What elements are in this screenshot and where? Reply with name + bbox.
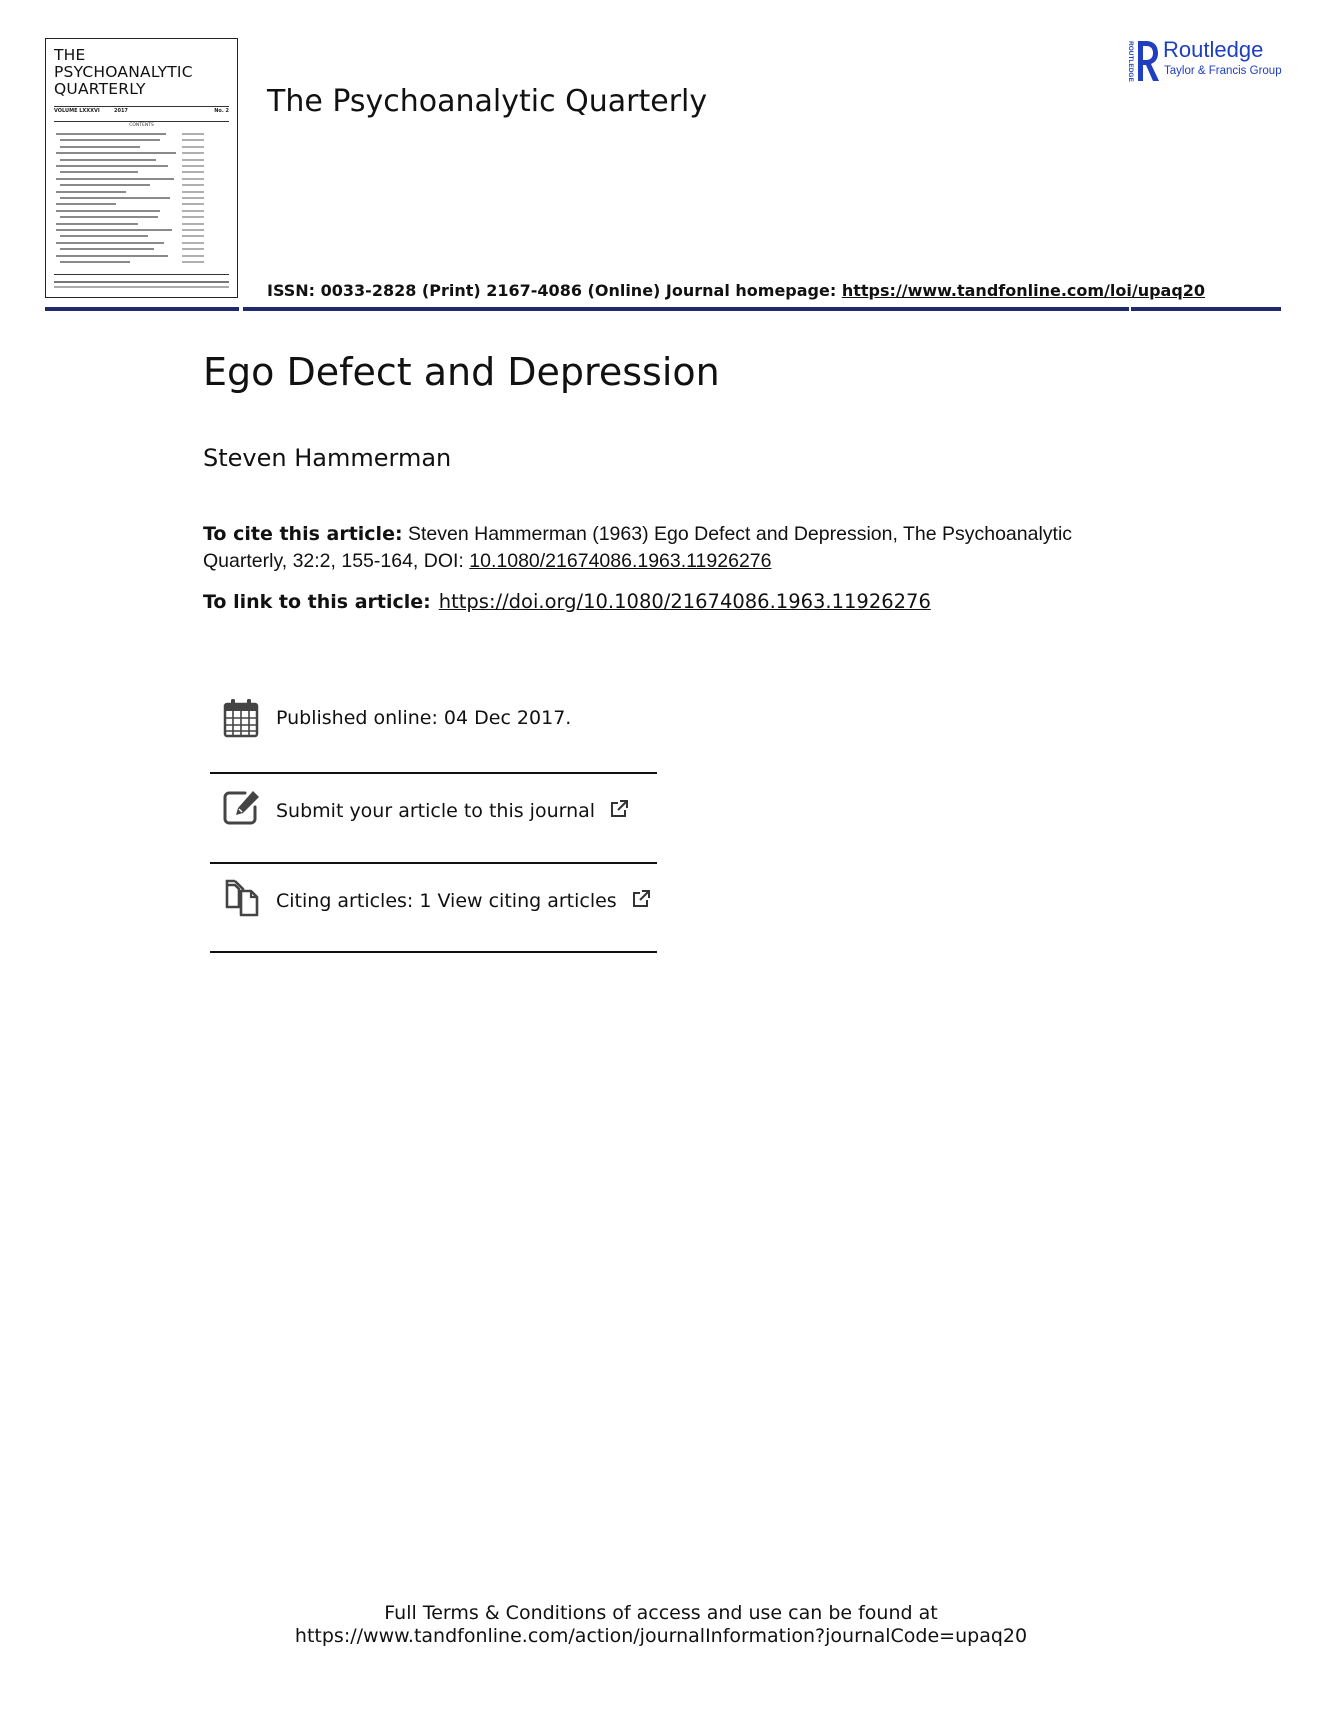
submit-article-row[interactable] [210,788,657,832]
cover-text-line [60,171,138,173]
cover-text-line [182,152,204,154]
article-author: Steven Hammerman [203,444,452,472]
calendar-icon [223,698,259,738]
publisher-group: Taylor & Francis Group [1164,65,1282,77]
cover-text-line [60,184,150,186]
journal-cover-image [45,38,238,298]
cover-year: 2017 [114,108,128,114]
doi-link[interactable]: 10.1080/21674086.1963.11926276 [469,550,772,572]
cover-text-line [56,203,116,205]
cite-text: Steven Hammerman (1963) Ego Defect and Depression, The Psychoanalytic Quarterly, 32:2, 155-164, DOI: [203,523,1073,572]
header-rule [45,307,239,311]
cite-label: To cite this article: [203,523,403,545]
divider [210,772,657,774]
publisher-name: Routledge [1163,37,1264,62]
divider [210,862,657,864]
cover-title-line: THE [54,46,86,64]
cover-text-line [60,235,148,237]
cover-text-line [60,197,170,199]
cover-text-line [182,255,204,257]
citing-articles-row[interactable] [210,876,657,920]
cover-number: No. 2 [214,108,229,114]
cover-volume-bar [54,106,229,122]
link-label: To link to this article: [203,591,431,613]
cover-volume: VOLUME LXXXVI [54,108,100,114]
citing-articles-label: Citing articles: 1 View citing articles [276,890,617,912]
routledge-logo-icon [1126,39,1160,83]
published-online-row [210,698,657,742]
cover-contents-label: CONTENTS [129,123,154,128]
journal-title[interactable]: The Psychoanalytic Quarterly [267,84,708,119]
cover-text-line [182,191,204,193]
article-link-block [203,590,931,613]
cover-text-line [182,216,204,218]
cover-title-line: QUARTERLY [54,80,146,98]
svg-text:ROUTLEDGE: ROUTLEDGE [1127,41,1134,82]
cover-text-line [60,159,156,161]
issn-text: ISSN: 0033-2828 (Print) 2167-4086 (Online) Journal homepage: [267,281,842,300]
cover-text-line [182,261,204,263]
cover-text-line [60,146,140,148]
cover-text-line [56,223,138,225]
article-title: Ego Defect and Depression [203,350,720,394]
published-online-text: Published online: 04 Dec 2017. [276,707,572,729]
cover-text-line [182,178,204,180]
cover-text-line [182,197,204,199]
cover-text-line [56,191,126,193]
cover-text-line [56,229,172,231]
submit-article-link[interactable] [276,800,628,822]
cover-text-line [182,248,204,250]
cover-text-line [182,229,204,231]
cover-footer [54,274,229,291]
issn-line [267,281,1205,300]
edit-icon [223,789,261,825]
cover-text-line [182,235,204,237]
cover-text-line [56,133,166,135]
cover-text-line [182,146,204,148]
cover-text-line [56,178,174,180]
cover-text-line [60,216,158,218]
cover-text-line [56,255,168,257]
external-link-icon [609,800,628,819]
journal-homepage-link[interactable]: https://www.tandfonline.com/loi/upaq20 [841,281,1206,300]
cover-text-line [182,242,204,244]
article-doi-url[interactable]: https://doi.org/10.1080/21674086.1963.11926276 [438,590,931,613]
copy-documents-icon [223,879,261,917]
header-rule [243,307,1129,311]
cover-text-line [182,223,204,225]
cover-text-line [56,210,160,212]
submit-article-label: Submit your article to this journal [276,800,596,822]
cover-text-line [60,139,160,141]
terms-footer [0,1602,1322,1648]
cover-text-line [182,139,204,141]
footer-terms-url[interactable]: https://www.tandfonline.com/action/journalInformation?journalCode=upaq20 [294,1625,1028,1647]
cover-text-line [182,203,204,205]
publisher-logo[interactable] [1126,37,1286,83]
cover-text-line [182,184,204,186]
cover-text-line [182,171,204,173]
cover-title-line: PSYCHOANALYTIC [54,63,193,81]
divider [210,951,657,953]
external-link-icon [631,890,650,909]
cover-text-line [182,133,204,135]
cover-text-line [182,210,204,212]
citation-block [203,521,1123,575]
cover-text-line [60,248,154,250]
citing-articles-link[interactable] [276,890,650,912]
cover-text-line [182,165,204,167]
cover-text-line [182,159,204,161]
cover-title [54,47,234,98]
cover-text-line [56,242,164,244]
header-rule [1131,307,1281,311]
footer-line-1: Full Terms & Conditions of access and use can be found at [384,1602,938,1624]
cover-text-line [60,261,130,263]
cover-text-line [56,152,176,154]
cover-text-line [56,165,168,167]
